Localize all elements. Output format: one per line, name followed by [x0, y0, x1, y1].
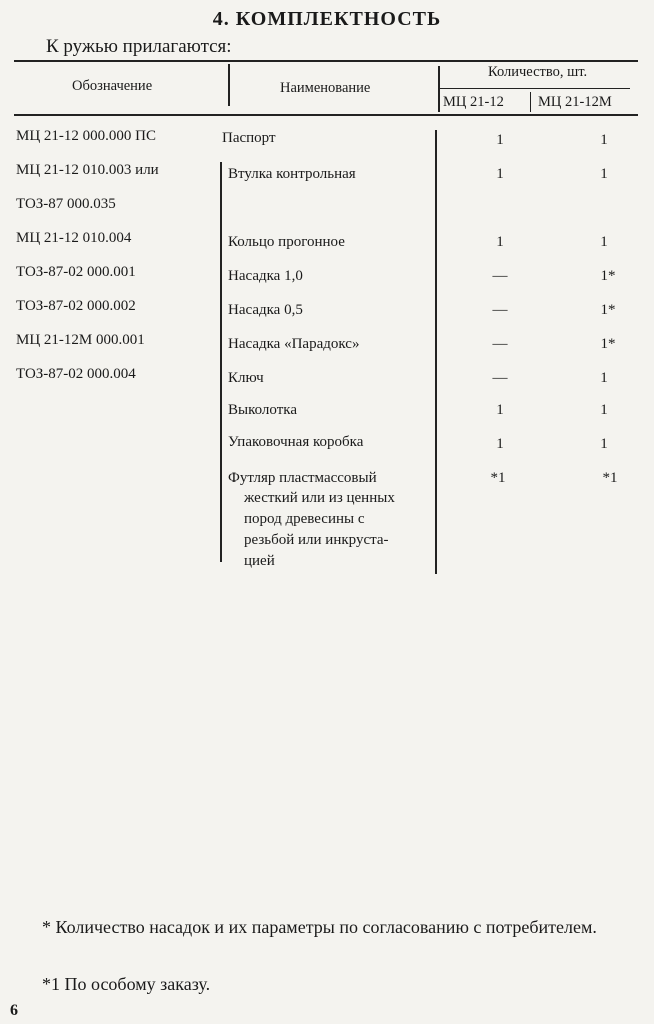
last-row-name-line: Футляр пластмассовый: [228, 470, 377, 486]
page-number: 6: [10, 1002, 18, 1019]
row-designation: МЦ 21-12 000.000 ПС: [16, 128, 157, 144]
row-name: Ключ: [228, 370, 264, 386]
footnote-superscript: *1 По особому заказу.: [42, 974, 211, 994]
row-designation: ТОЗ-87-02 000.004: [16, 366, 136, 382]
last-row-name-line: пород древесины с: [244, 511, 365, 527]
row-qty-a: 1: [496, 402, 504, 418]
row-designation: ТОЗ-87 000.035: [16, 196, 116, 212]
intro-text: К ружью прилагаются:: [46, 36, 232, 57]
row-name: Паспорт: [222, 130, 276, 146]
last-row-qty-b: *1: [602, 470, 618, 486]
row-name: Насадка 1,0: [228, 268, 303, 284]
last-row-name-line: жесткий или из ценных: [244, 490, 395, 506]
header-divider-2: [438, 66, 440, 112]
table-header-rule: [14, 114, 638, 116]
row-qty-b: 1: [600, 166, 608, 182]
header-quantity: Количество, шт.: [488, 64, 588, 80]
row-qty-b: 1: [600, 402, 608, 418]
row-qty-a: 1: [496, 132, 504, 148]
quantity-column-rule: [435, 130, 437, 574]
row-designation: МЦ 21-12 010.004: [16, 230, 132, 246]
header-name: Наименование: [280, 80, 371, 96]
last-row-name-line: резьбой или инкруста-: [244, 532, 389, 548]
row-designation: ТОЗ-87-02 000.002: [16, 298, 136, 314]
last-row-qty-a: *1: [490, 470, 506, 486]
row-name: Кольцо прогонное: [228, 234, 345, 250]
row-qty-a: —: [492, 370, 508, 386]
row-qty-b: 1: [600, 132, 608, 148]
header-divider-1: [228, 64, 230, 106]
row-qty-a: —: [492, 336, 508, 352]
row-qty-b: 1*: [600, 302, 616, 318]
table-top-rule: [14, 60, 638, 62]
footnote-asterisk: * Количество насадок и их параметры по согласованию с потребителем.: [42, 917, 597, 937]
row-designation: МЦ 21-12М 000.001: [16, 332, 145, 348]
header-model-a: МЦ 21-12: [443, 94, 504, 110]
row-name: Насадка 0,5: [228, 302, 303, 318]
name-column-rule: [220, 162, 222, 562]
row-qty-b: 1: [600, 436, 608, 452]
subheader-divider: [530, 92, 531, 112]
row-qty-a: —: [492, 268, 508, 284]
row-qty-b: 1*: [600, 336, 616, 352]
row-name: Насадка «Парадокс»: [228, 336, 360, 352]
row-name: Упаковочная коробка: [228, 434, 364, 450]
header-designation: Обозначение: [72, 78, 153, 94]
row-designation: ТОЗ-87-02 000.001: [16, 264, 136, 280]
header-model-b: МЦ 21-12М: [538, 94, 612, 110]
row-qty-a: 1: [496, 234, 504, 250]
row-qty-a: 1: [496, 436, 504, 452]
row-name: Выколотка: [228, 402, 297, 418]
row-name: Втулка контрольная: [228, 166, 356, 182]
row-qty-b: 1*: [600, 268, 616, 284]
row-qty-b: 1: [600, 234, 608, 250]
row-qty-a: 1: [496, 166, 504, 182]
last-row-name-line: цией: [244, 553, 275, 569]
row-qty-b: 1: [600, 370, 608, 386]
quantity-subheader-rule: [438, 88, 630, 89]
row-qty-a: —: [492, 302, 508, 318]
row-designation: МЦ 21-12 010.003 или: [16, 162, 159, 178]
section-title: 4. КОМПЛЕКТНОСТЬ: [212, 8, 442, 30]
